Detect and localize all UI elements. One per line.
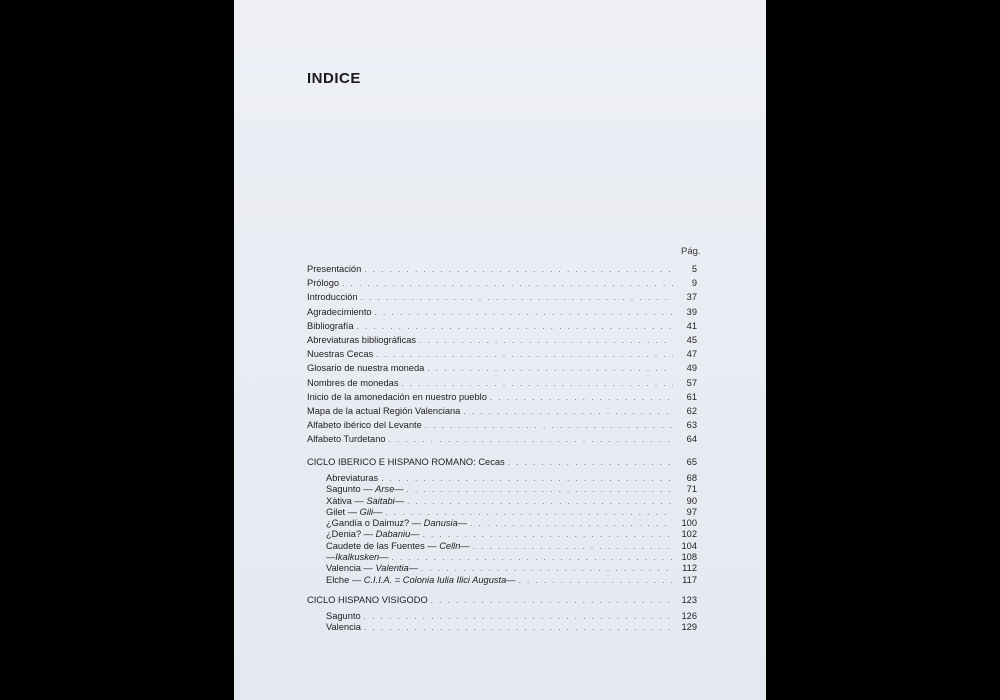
toc-subentries bbox=[307, 611, 697, 634]
toc-subentry: Sagunto — Arse— . . . 71 bbox=[307, 484, 697, 495]
toc-subentry: Valencia — Valentia— . . . 112 bbox=[307, 563, 697, 574]
toc-entry: Nuestras Cecas . . . 47 bbox=[307, 349, 697, 363]
toc-entry: Prólogo . . . 9 bbox=[307, 278, 697, 292]
toc-section-visigodo bbox=[307, 595, 697, 634]
toc-subentry: Gilet — Gili— . . . 97 bbox=[307, 507, 697, 518]
toc-entry: Abreviaturas bibliográficas . . . 45 bbox=[307, 335, 697, 349]
toc-section-iberico bbox=[307, 457, 697, 586]
toc-subentry: —Ikalkusken— . . . 108 bbox=[307, 552, 697, 563]
toc-entry: Introducción . . . 37 bbox=[307, 292, 697, 306]
toc-entry: Inicio de la amonedación en nuestro pueblo . . . 61 bbox=[307, 392, 697, 406]
toc-entry: Alfabeto ibérico del Levante . . . 63 bbox=[307, 420, 697, 434]
toc-subentry: Sagunto . . . 126 bbox=[307, 611, 697, 622]
toc-subentry: Xàtiva — Saitabi— . . . 90 bbox=[307, 496, 697, 507]
toc-entry: Presentación . . . 5 bbox=[307, 264, 697, 278]
toc-subentries bbox=[307, 473, 697, 586]
toc-subentry: Abreviaturas . . . 68 bbox=[307, 473, 697, 484]
toc-subentry: ¿Denia? — Dabaniu— . . . 102 bbox=[307, 529, 697, 540]
book-page bbox=[234, 0, 766, 700]
toc-subentry: Valencia . . . 129 bbox=[307, 622, 697, 633]
toc-subentry: Caudete de las Fuentes — Celln— . . . 104 bbox=[307, 541, 697, 552]
toc-subentry: ¿Gandía o Daimuz? — Danusia— . . . 100 bbox=[307, 518, 697, 529]
toc-entry: Agradecimiento . . . 39 bbox=[307, 307, 697, 321]
toc-main-section bbox=[307, 264, 697, 448]
toc-section-heading: CICLO HISPANO VISIGODO . . . 123 bbox=[307, 595, 697, 609]
toc-entry: Mapa de la actual Región Valenciana . . . 62 bbox=[307, 406, 697, 420]
toc-subentry: Elche — C.I.I.A. = Colonia Iulia Ilici Augusta— . . . 117 bbox=[307, 575, 697, 586]
toc-section-heading: CICLO IBERICO E HISPANO ROMANO: Cecas . . . 65 bbox=[307, 457, 697, 471]
toc-entry: Bibliografía . . . 41 bbox=[307, 321, 697, 335]
page-title: INDICE bbox=[307, 70, 361, 87]
toc-entry: Glosario de nuestra moneda . . . 49 bbox=[307, 363, 697, 377]
toc-entry: Nombres de monedas . . . 57 bbox=[307, 378, 697, 392]
page-column-header: Pág. bbox=[681, 246, 701, 257]
toc-entry: Alfabeto Turdetano . . . 64 bbox=[307, 434, 697, 448]
